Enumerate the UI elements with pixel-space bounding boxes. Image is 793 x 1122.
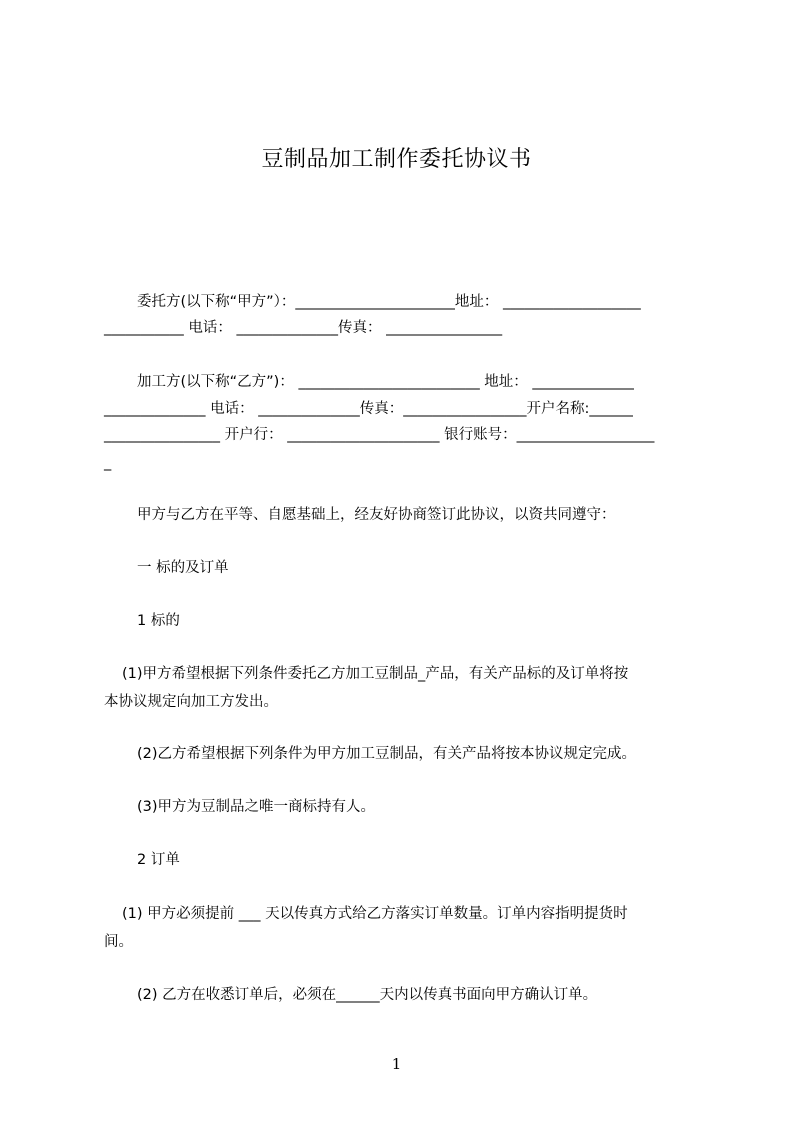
order-item-1-line-1: (1) 甲方必须提前 ___ 天以传真方式给乙方落实订单数量。订单内容指明提货时 [122, 906, 628, 922]
party-b-line-1: 加工方(以下称“乙方”)： _________________________ 地址： ______________ [137, 374, 634, 390]
party-b-line-4: _ [104, 455, 112, 471]
subsection-heading-order: 2 订单 [137, 852, 180, 868]
subject-item-3: (3)甲方为豆制品之唯一商标持有人。 [137, 799, 376, 815]
order-item-2: (2) 乙方在收悉订单后，必须在______天内以传真书面向甲方确认订单。 [137, 987, 598, 1003]
party-b-line-2: ______________ 电话： ______________传真：_________________开户名称:______ [104, 401, 633, 417]
party-a-line-2: ___________ 电话： ______________传真： ________________ [104, 320, 503, 336]
subject-item-2: (2)乙方希望根据下列条件为甲方加工豆制品，有关产品将按本协议规定完成。 [137, 746, 637, 762]
document-title: 豆制品加工制作委托协议书 [261, 147, 532, 172]
intro-paragraph: 甲方与乙方在平等、自愿基础上，经友好协商签订此协议，以资共同遵守： [137, 507, 616, 523]
subject-item-1-line-2: 本协议规定向加工方发出。 [104, 694, 278, 710]
page-number: 1 [391, 1055, 402, 1073]
section-heading: 一 标的及订单 [137, 560, 229, 576]
subsection-heading-subject: 1 标的 [137, 613, 180, 629]
party-b-line-3: ________________ 开户行： _____________________ 银行账号：___________________ [104, 427, 655, 443]
subject-item-1-line-1: (1)甲方希望根据下列条件委托乙方加工豆制品_产品，有关产品标的及订单将按 [122, 666, 629, 682]
order-item-1-line-2: 间。 [104, 934, 133, 950]
party-a-line-1: 委托方(以下称“甲方”）：______________________地址： ___________________ [137, 294, 641, 310]
